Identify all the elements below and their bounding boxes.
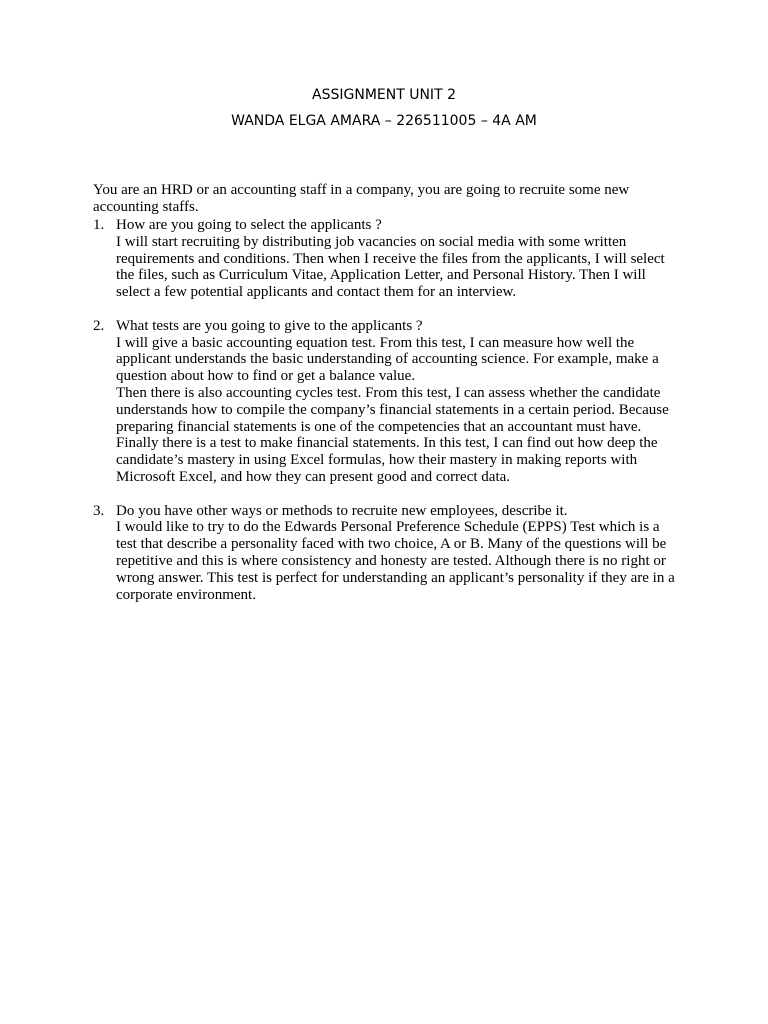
answer-paragraph: I will give a basic accounting equation test. From this test, I can measure how well the applicant understands the basic understanding of accounting science. For example, make a question about how to find or get a balance value.: [116, 334, 659, 385]
question-item-1: [93, 217, 683, 301]
document-title: ASSIGNMENT UNIT 2: [312, 87, 456, 103]
answer-paragraph: I would like to try to do the Edwards Personal Preference Schedule (EPPS) Test which is a test that describe a personality faced with two choice, A or B. Many of the questions will be repetitive and this is where consistency and honesty are tested. Although there is no right or wrong answer. This test is perfect for understanding an applicant’s personality if they are in a corporate environment.: [116, 519, 675, 603]
question-number: 1.: [93, 217, 105, 233]
answer-paragraph: Finally there is a test to make financial statements. In this test, I can find out how deep the candidate’s mastery in using Excel formulas, how their mastery in making reports with Microsoft Excel, and how they can present good and correct data.: [116, 435, 658, 485]
question-number: 3.: [93, 502, 105, 519]
answer-paragraph: Then there is also accounting cycles test. From this test, I can assess whether the candidate understands how to compile the company’s financial statements in a certain period. Because preparing financial statements is one of the competencies that an accountant must have.: [116, 384, 669, 435]
question-number: 2.: [93, 317, 105, 334]
answer-paragraph: I will start recruiting by distributing job vacancies on social media with some written requirements and conditions. Then when I receive the files from the applicants, I will select the files, such as Curriculum Vitae, Application Letter, and Personal History. Then I will select a few potential applicants and contact them for an interview.: [116, 233, 665, 301]
question-list: [93, 217, 683, 620]
question-item-3: [93, 503, 683, 604]
question-item-2: [93, 318, 683, 486]
question-text: What tests are you going to give to the applicants ?: [116, 317, 423, 334]
question-text: Do you have other ways or methods to recruite new employees, describe it.: [116, 502, 568, 519]
intro-paragraph: You are an HRD or an accounting staff in a company, you are going to recruite some new accounting staffs.: [93, 182, 630, 215]
question-text: How are you going to select the applicants ?: [116, 217, 382, 233]
author-line: WANDA ELGA AMARA – 226511005 – 4A AM: [231, 113, 537, 129]
